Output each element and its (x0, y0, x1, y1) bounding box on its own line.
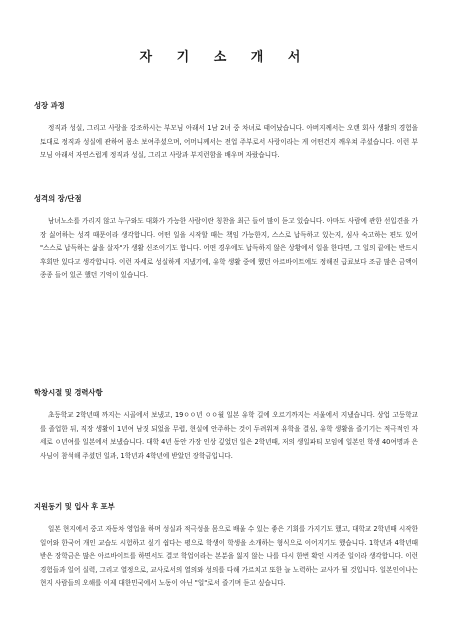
section-personality (34, 194, 418, 283)
section-motivation (34, 502, 418, 591)
section-body: 정직과 성실, 그리고 사랑을 강조하시는 부모님 아래서 1남 2녀 중 차녀로 태어났습니다. 아버지께서는 오랜 회사 생활의 경험을 토대로 정직과 성실에 관하여 몸소 보여주셨으며, 어머니께서는 전업 주부로서 사랑이라는 게 어떤건지 깨우쳐 주셨습니다. 이런 부모님 아래서 자연스럽게 정직과 성실, 그리고 사랑과 부지런함을 배우며 자랐습니다. (40, 124, 418, 160)
section-body: 일본 현지에서 중고 자동차 영업을 하며 성실과 적극성을 몸으로 배울 수 있는 좋은 기회를 가지기도 했고, 대학교 2학년때 시작한 일어와 한국어 개인 교습도 시험하고 싶기 쉽다는 평으로 학생이 학생을 소개하는 형식으로 이어지기도 했습니다. 1학년과 4학년때 받은 장학금은 많은 아르바이트를 하면서도 결코 학업이라는 본분을 잃지 않는 나를 다시 한번 확인 시켜준 일이라 생각합니다. 이런 경험들과 일어 실력, 그리고 열정으로, 교사로서의 열의와 성의를 다해 가르치고 또한 늘 노력하는 교사가 될 것입니다. 일본인이나는 현지 사람들의 오해를 이제 대한민국에서 노동이 아닌 "일"로서 즐기며 듣고 싶습니다. (40, 525, 418, 588)
section-heading: 학창시절 및 경력사항 (34, 388, 103, 397)
section-growth (34, 101, 418, 163)
section-heading: 지원동기 및 입사 후 포부 (34, 502, 115, 511)
section-heading: 성격의 장/단점 (34, 194, 82, 203)
section-heading: 성장 과정 (34, 101, 65, 110)
section-body: 남녀노소를 가리지 않고 누구와도 대화가 가능한 사람이란 칭찬을 최근 들어 많이 듣고 있습니다. 아마도 사람에 관한 선입견을 가장 싫어하는 성격 때문이라 생각합니다. 어떤 일을 시작할 때는 책임 가능한지, 스스로 납득하고 있는지, 심사 숙고하는 편도 있어 "스스로 납득하는 삶을 살자"가 생활 신조이기도 합니다. 어떤 경우에도 납득하지 않은 상황에서 일을 한다면, 그 일의 끝에는 반드시 후회만 있다고 생각합니다. 이런 자세로 성실하게 지냈기에, 유학 생활 중에 했던 아르바이트에도 정해진 급료보다 조금 많은 금액이 종종 들어 있곤 했던 기억이 있습니다. (40, 217, 418, 280)
document-title: 자 기 소 개 서 (139, 50, 311, 65)
section-body: 초등학교 2학년때 까지는 시골에서 보냈고, 19ㅇㅇ년 ㅇㅇ월 일본 유학 길에 오르기까지는 서울에서 지냈습니다. 상업 고등학교를 졸업한 뒤, 직장 생활이 1년여 남짓 되었을 무렵, 현실에 안주하는 것이 두려워져 유학을 결심, 유학 생활을 즐기기는 적극적인 자세로 ㅇ년여를 일본에서 보냈습니다. 대학 4년 동안 가장 인상 깊었던 일은 2학년때, 저의 생일파티 모임에 일본인 학생 40여명과 은사님이 참석해 주셨던 일과, 1학년과 4학년에 받았던 장학금입니다. (40, 411, 418, 460)
section-education-career (34, 388, 418, 463)
